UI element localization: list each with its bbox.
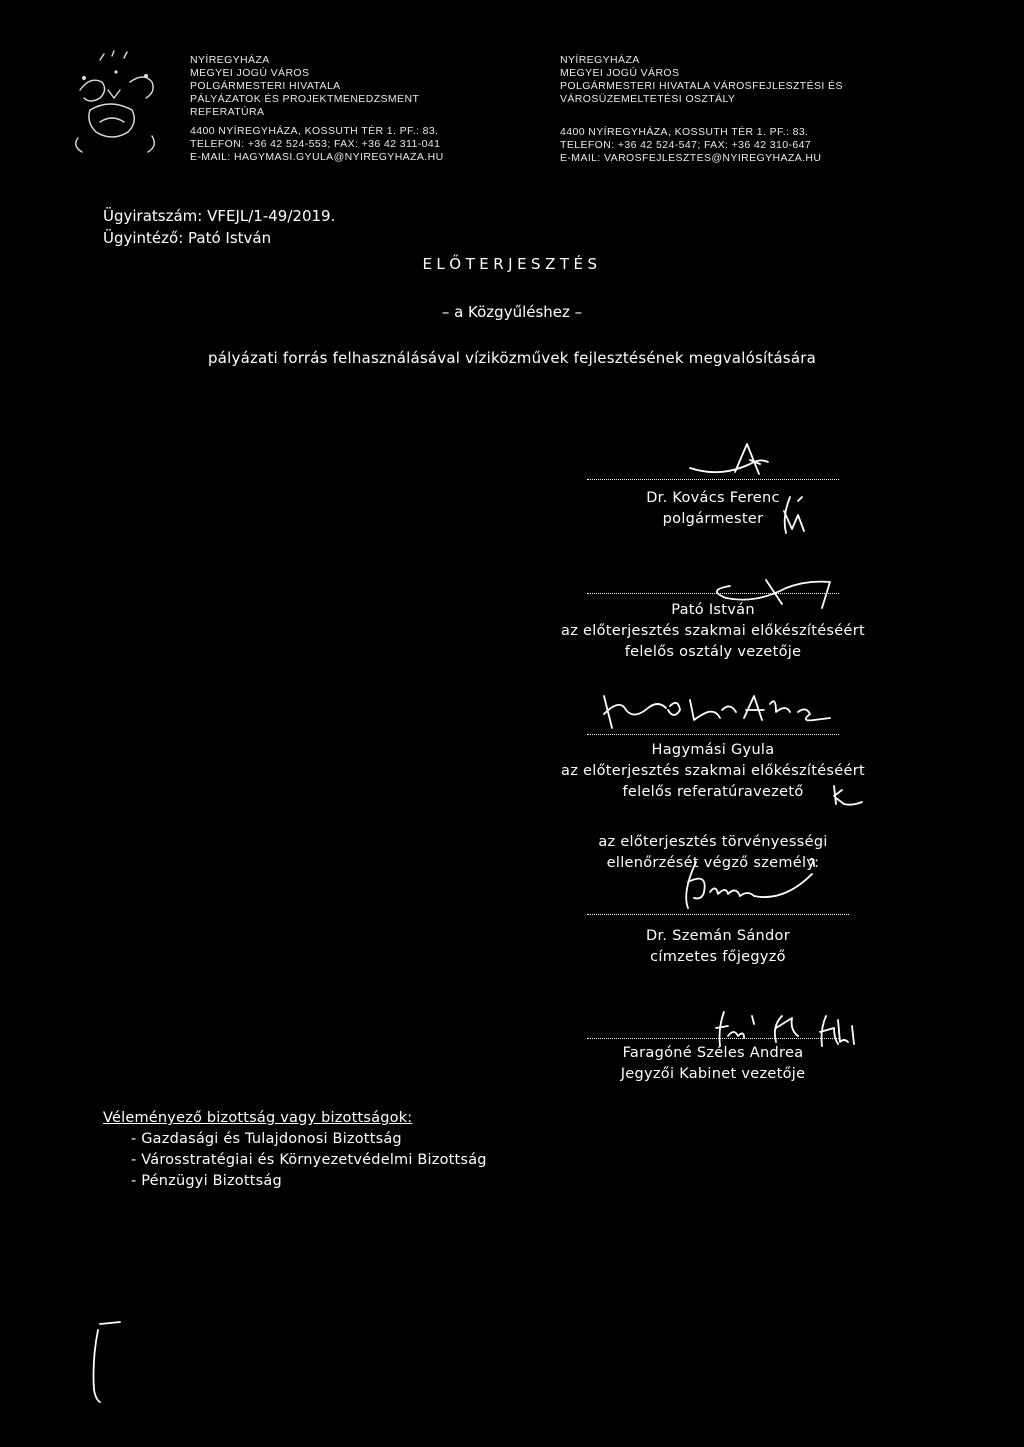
committee-item: - Pénzügyi Bizottság [131, 1173, 282, 1189]
signatory-chief-notary [557, 926, 879, 968]
signatory-cabinet-head [557, 1043, 869, 1085]
signatory-name: Dr. Szemán Sándor [646, 928, 790, 944]
header-right-contact: 4400 NYÍREGYHÁZA, KOSSUTH TÉR 1. PF.: 83. [560, 126, 809, 138]
header-right-line: MEGYEI JOGÚ VÁROS [560, 67, 680, 79]
signatory-role: polgármester [662, 511, 764, 527]
header-left [190, 54, 444, 164]
signature-line [587, 914, 849, 915]
addressee: – a Közgyűléshez – [441, 303, 583, 321]
signatory-role: Jegyzői Kabinet vezetője [620, 1066, 806, 1082]
committee-item: - Városstratégiai és Környezetvédelmi Bizottság [131, 1152, 487, 1168]
header-left-line: REFERATÚRA [190, 106, 265, 118]
header-left-line: NYÍREGYHÁZA [190, 54, 270, 66]
committee-list [103, 1108, 487, 1192]
signatory-role: felelős osztály vezetője [624, 644, 802, 660]
intro-line: az előterjesztés törvényességi [598, 834, 828, 850]
header-right-line: NYÍREGYHÁZA [560, 54, 640, 66]
header-right-line: VÁROSÜZEMELTETÉSI OSZTÁLY [560, 93, 736, 105]
signatory-referatura-head [557, 740, 869, 803]
header-left-line: 4400 NYÍREGYHÁZA, KOSSUTH TÉR 1. PF.: 83. [190, 125, 439, 137]
signatory-name: Dr. Kovács Ferenc [646, 490, 780, 506]
signature-line [587, 1038, 839, 1039]
administrator: Ügyintéző: Pató István [103, 229, 272, 247]
signatory-role: az előterjesztés szakmai előkészítéséért [561, 763, 865, 779]
header-right-contact: E-MAIL: VAROSFEJLESZTES@NYIREGYHAZA.HU [560, 152, 822, 164]
signature-line [587, 593, 839, 594]
initials-image [772, 493, 812, 538]
signature-line [587, 479, 839, 480]
document-title: ELŐTERJESZTÉS [422, 255, 602, 273]
header-right [560, 54, 843, 165]
committee-item: - Gazdasági és Tulajdonosi Bizottság [131, 1131, 402, 1147]
header-left-line: MEGYEI JOGÚ VÁROS [190, 67, 310, 79]
header-left-line: E-MAIL: HAGYMASI.GYULA@NYIREGYHAZA.HU [190, 151, 444, 163]
header-left-line: PÁLYÁZATOK ÉS PROJEKTMENEDZSMENT [190, 93, 420, 105]
intro-line: ellenőrzését végző személy: [606, 855, 820, 871]
signatory-role: felelős referatúravezető [622, 784, 804, 800]
stray-mark [86, 1318, 146, 1408]
signatory-name: Hagymási Gyula [651, 742, 775, 758]
committee-heading: Véleményező bizottság vagy bizottságok: [103, 1110, 413, 1126]
header-left-line: POLGÁRMESTERI HIVATALA [190, 80, 341, 92]
signatory-role: címzetes főjegyző [650, 949, 786, 965]
signatory-name: Pató István [671, 602, 755, 618]
signature-line [587, 734, 839, 735]
case-number: Ügyiratszám: VFEJL/1-49/2019. [103, 207, 336, 225]
initials-image [830, 784, 866, 808]
signatory-department-head [557, 600, 869, 663]
header-left-line: TELEFON: +36 42 524-553; FAX: +36 42 311-041 [190, 138, 441, 150]
subject: pályázati forrás felhasználásával víziközművek fejlesztésének megvalósítására [208, 349, 816, 367]
signatory-name: Faragóné Széles Andrea [622, 1045, 804, 1061]
signature-image [670, 852, 820, 914]
reference-block [103, 205, 335, 249]
header-right-contact: TELEFON: +36 42 524-547; FAX: +36 42 310-647 [560, 139, 812, 151]
coat-of-arms-icon [60, 50, 170, 160]
signature-image [594, 690, 834, 738]
header-right-line: POLGÁRMESTERI HIVATALA VÁROSFEJLESZTÉSI ÉS [560, 80, 843, 92]
signatory-role: az előterjesztés szakmai előkészítéséért [561, 623, 865, 639]
